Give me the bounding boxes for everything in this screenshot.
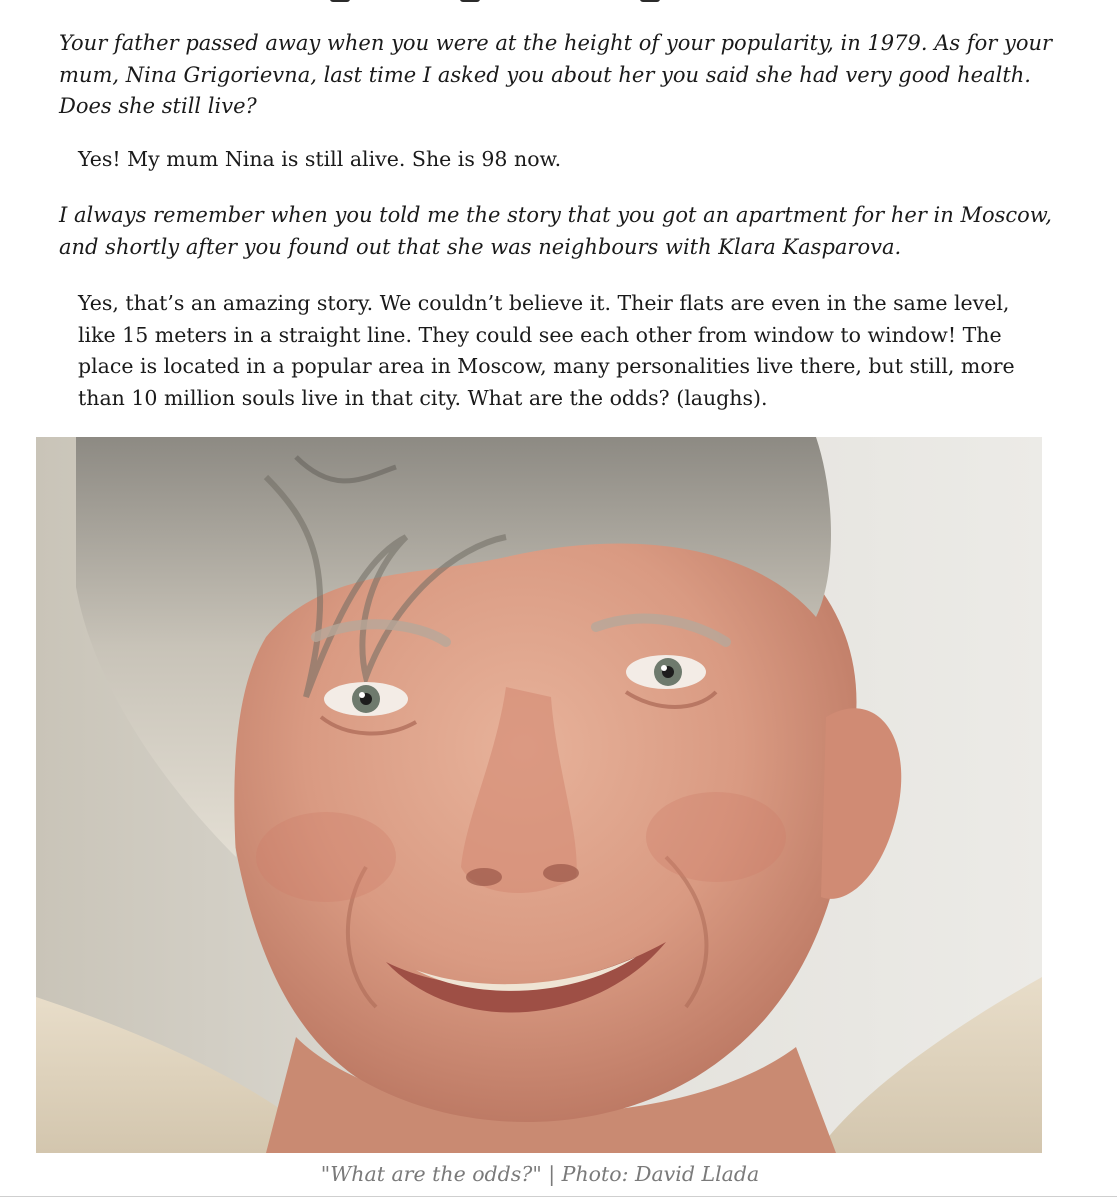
portrait-photo[interactable] — [36, 437, 1042, 1153]
interview-question: Your father passed away when you were at the height of your popularity, in 1979. As for your mum, Nina Grigorievna, last time I asked you about her you said she had very good health. Does she still live? — [59, 31, 1053, 118]
interview-answer: Yes, that’s an amazing story. We couldn’t believe it. Their flats are even in the same level, like 15 meters in a straight line. They could see each other from window to window! The place is located in a popular area in Moscow, many personalities live there, but still, more than 10 million souls live in that city. What are the odds? (laughs). — [78, 291, 1015, 410]
photo-caption: "What are the odds?" | Photo: David Llada — [320, 1162, 760, 1186]
interview-question: I always remember when you told me the story that you got an apartment for her in Moscow, and shortly after you found out that she was neighbours with Klara Kasparova. — [59, 203, 1052, 259]
article-figure — [36, 437, 1042, 1153]
portrait-illustration — [36, 437, 1042, 1153]
divider — [0, 1196, 1117, 1197]
interview-answer: Yes! My mum Nina is still alive. She is 98 now. — [78, 147, 562, 171]
